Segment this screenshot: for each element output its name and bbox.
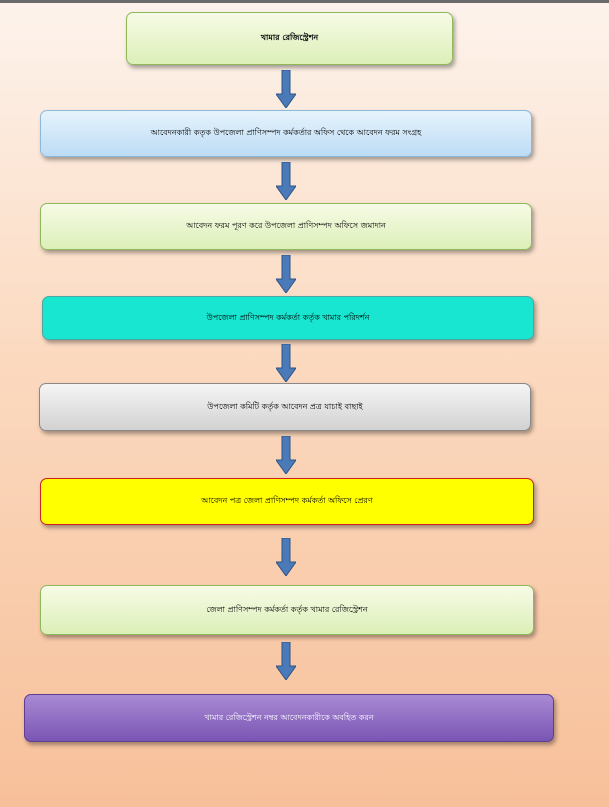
step-notify-applicant: খামার রেজিস্ট্রেশন নম্বর আবেদনকারীকে অবহিত করন: [24, 694, 554, 742]
arrow-down-icon: [276, 538, 296, 576]
top-border-line: [0, 0, 609, 3]
arrow-down-icon: [276, 344, 296, 382]
step-farm-inspection: উপজেলা প্রাণিসম্পদ কর্মকর্তা কর্তৃক খামার পরিদর্শন: [42, 296, 534, 340]
step-committee-review: উপজেলা কমিটি কর্তৃক আবেদন প্রত্র যাচাই বাছাই: [39, 383, 531, 431]
arrow-down-icon: [276, 255, 296, 293]
step-form-collection: আবেদনকারী কতৃক উপজেলা প্রাণিসম্পদ কর্মকর্তার অফিস থেকে আবেদন ফরম সংগ্রহ: [40, 110, 532, 157]
step-form-submission: আবেদন ফরম পূরণ করে উপজেলা প্রাণিসম্পদ অফিসে জমাদান: [40, 203, 532, 250]
step-send-to-district: আবেদন পত্র জেলা প্রাণিসম্পদ কর্মকর্তা অফিসে প্রেরণ: [40, 478, 534, 525]
step-registration-title: খামার রেজিস্ট্রেশন: [126, 12, 453, 65]
step-district-registration: জেলা প্রাণিসম্পদ কর্মকর্তা কর্তৃক খামার রেজিস্ট্রেশন: [40, 585, 534, 635]
arrow-down-icon: [276, 70, 296, 108]
arrow-down-icon: [276, 436, 296, 474]
arrow-down-icon: [276, 162, 296, 200]
arrow-down-icon: [276, 642, 296, 680]
